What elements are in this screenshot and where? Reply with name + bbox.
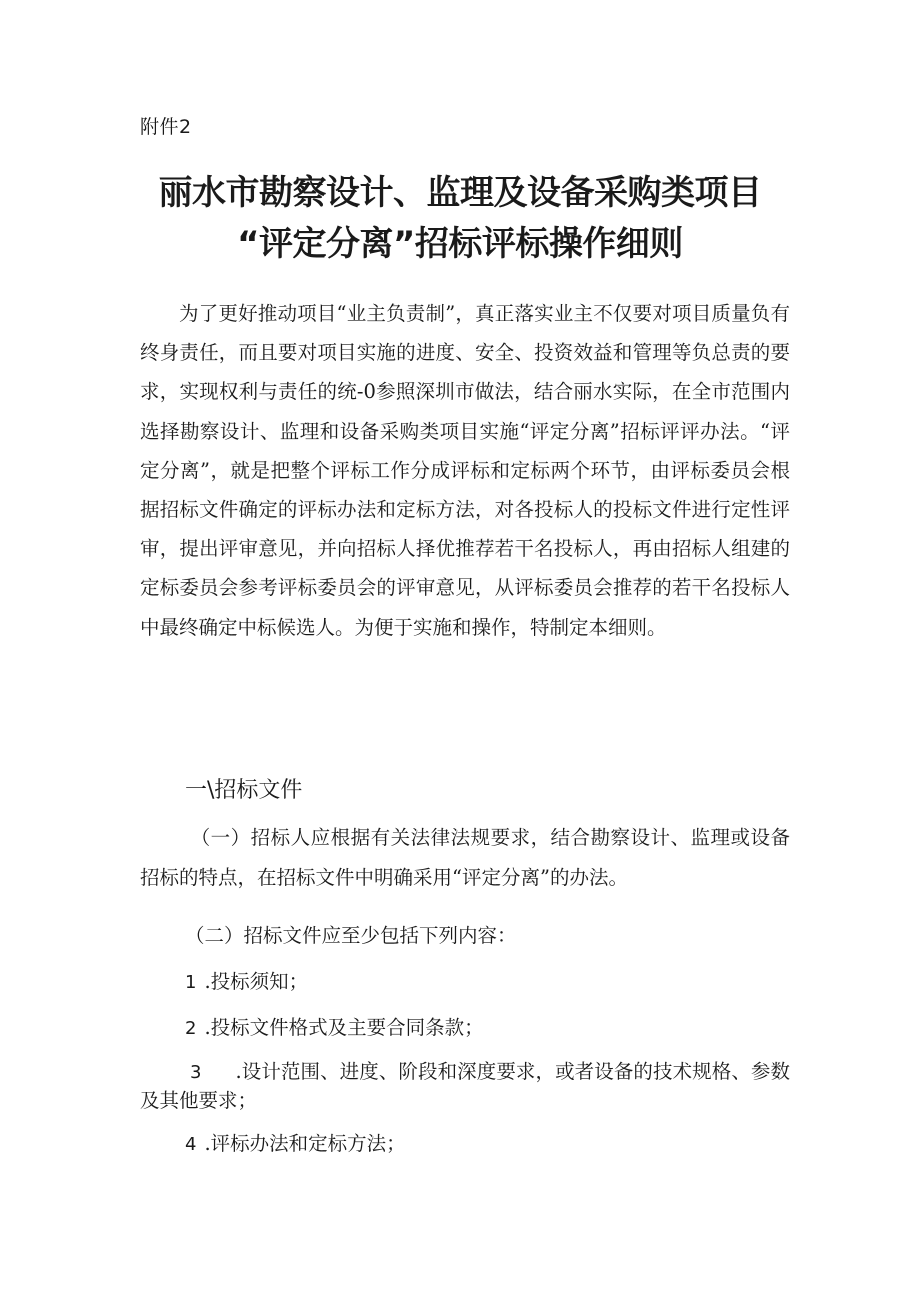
section-heading-bidding-documents: 一\招标文件: [185, 778, 303, 803]
list-item: [140, 1058, 790, 1115]
list-item-text: .设计范围、进度、阶段和深度要求，或者设备的技术规格、参数及其他要求；: [140, 1060, 790, 1112]
attachment-label: 附件2: [140, 116, 192, 138]
list-item-number: 1: [185, 972, 197, 993]
intro-paragraph: 为了更好推动项目“业主负责制”，真正落实业主不仅要对项目质量负有终身责任，而且要对项目实施的进度、安全、投资效益和管理等负总责的要求，实现权利与责任的统-0参照深圳市做法，结合丽水实际，在全市范围内选择勘察设计、监理和设备采购类项目实施“评定分离”招标评评办法。“评定分离”，就是把整个评标工作分成评标和定标两个环节，由评标委员会根据招标文件确定的评标办法和定标方法，对各投标人的投标文件进行定性评审，提出评审意见，并向招标人择优推荐若干名投标人，再由招标人组建的定标委员会参考评标委员会的评审意见，从评标委员会推荐的若干名投标人中最终确定中标候选人。为便于实施和操作，特制定本细则。: [140, 302, 790, 639]
list-item-text: .评标办法和定标方法；: [204, 1132, 406, 1155]
list-item-number: 2: [185, 1018, 197, 1039]
section-item-1: （一）招标人应根据有关法律法规要求，结合勘察设计、监理或设备招标的特点，在招标文件中明确采用“评定分离”的办法。: [140, 826, 790, 889]
list-item-text: .投标须知；: [204, 970, 309, 993]
list-item-number: 3: [190, 1062, 202, 1083]
document-title-line1: 丽水市勘察设计、监理及设备采购类项目: [158, 173, 762, 213]
list-item: [185, 1128, 406, 1156]
list-item-text: .投标文件格式及主要合同条款；: [204, 1016, 484, 1039]
list-item-number: 4: [185, 1134, 197, 1155]
section-item-2: （二）招标文件应至少包括下列内容：: [185, 924, 517, 947]
document-title-line2: “评定分离”招标评标操作细则: [237, 224, 683, 264]
list-item: [185, 1012, 484, 1040]
list-item: [185, 966, 308, 994]
